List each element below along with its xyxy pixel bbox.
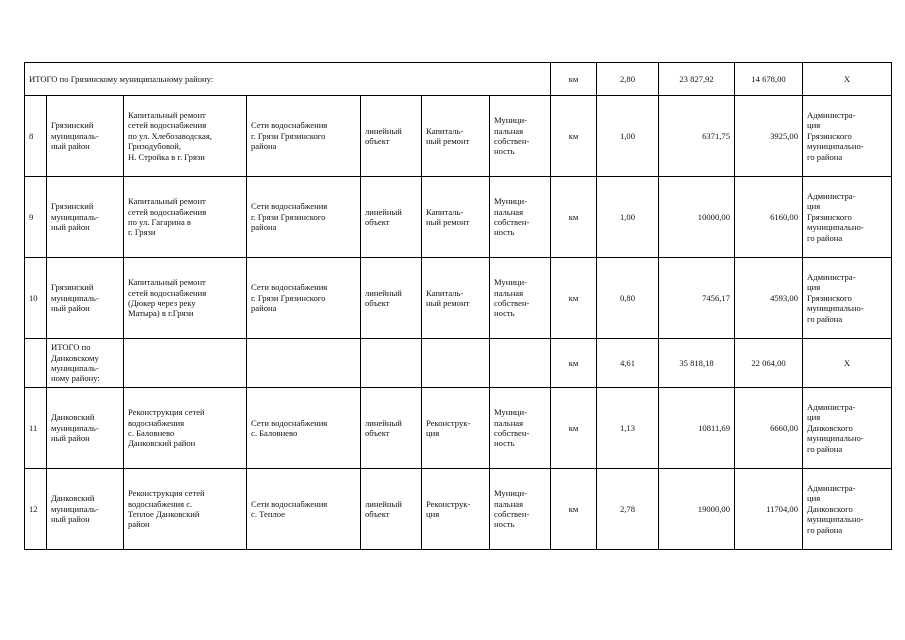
length-cell: 2,80 — [597, 63, 659, 96]
empty-cell — [25, 339, 47, 388]
length-cell: 0,80 — [597, 258, 659, 339]
cost-budget-cell: 4593,00 — [735, 258, 803, 339]
district-cell: Данковский муниципаль- ный район — [47, 469, 124, 550]
cost-total-cell: 35 818,18 — [659, 339, 735, 388]
empty-cell — [422, 339, 490, 388]
customer-cell: Администра- ция Данковского муниципально- го района — [803, 469, 892, 550]
customer-cell: Администра- ция Грязинского муниципально- го района — [803, 96, 892, 177]
total-label: ИТОГО по Грязинскому муниципальному району: — [25, 63, 551, 96]
table-row — [25, 469, 892, 550]
district-cell: Грязинский муниципаль- ный район — [47, 177, 124, 258]
ownership-cell: Муници- пальная собствен- ность — [490, 388, 551, 469]
cost-budget-cell: 3925,00 — [735, 96, 803, 177]
cost-total-cell: 6371,75 — [659, 96, 735, 177]
empty-cell — [124, 339, 247, 388]
row-number: 8 — [25, 96, 47, 177]
length-cell: 2,78 — [597, 469, 659, 550]
ownership-cell: Муници- пальная собствен- ность — [490, 469, 551, 550]
cost-budget-cell: 6160,00 — [735, 177, 803, 258]
ownership-cell: Муници- пальная собствен- ность — [490, 96, 551, 177]
cost-total-cell: 10000,00 — [659, 177, 735, 258]
length-cell: 1,13 — [597, 388, 659, 469]
unit-cell: км — [551, 258, 597, 339]
project-name-cell: Капитальный ремонт сетей водоснабжения по ул. Гагарина в г. Грязи — [124, 177, 247, 258]
row-number: 11 — [25, 388, 47, 469]
object-type-cell: линейный объект — [361, 469, 422, 550]
customer-cell: Администра- ция Грязинского муниципально- го района — [803, 177, 892, 258]
object-cell: Сети водоснабжения г. Грязи Грязинского района — [247, 177, 361, 258]
table-row — [25, 258, 892, 339]
length-cell: 4,61 — [597, 339, 659, 388]
project-name-cell: Реконструкция сетей водоснабжения с. Баловнево Данковский район — [124, 388, 247, 469]
mark-cell: Х — [803, 63, 892, 96]
cost-total-cell: 19000,00 — [659, 469, 735, 550]
object-cell: Сети водоснабжения с. Баловнево — [247, 388, 361, 469]
work-type-cell: Реконструк- ция — [422, 469, 490, 550]
cost-total-cell: 10811,69 — [659, 388, 735, 469]
unit-cell: км — [551, 63, 597, 96]
unit-cell: км — [551, 339, 597, 388]
ownership-cell: Муници- пальная собствен- ность — [490, 258, 551, 339]
project-name-cell: Капитальный ремонт сетей водоснабжения по ул. Хлебозаводская, Гризодубовой, Н. Стройка в г. Грязи — [124, 96, 247, 177]
length-cell: 1,00 — [597, 177, 659, 258]
total-label: ИТОГО по Данковскому муниципаль- ному району: — [47, 339, 124, 388]
empty-cell — [361, 339, 422, 388]
object-cell: Сети водоснабжения г. Грязи Грязинского района — [247, 96, 361, 177]
cost-total-cell: 23 827,92 — [659, 63, 735, 96]
row-number: 10 — [25, 258, 47, 339]
district-cell: Грязинский муниципаль- ный район — [47, 258, 124, 339]
object-type-cell: линейный объект — [361, 258, 422, 339]
cost-total-cell: 7456,17 — [659, 258, 735, 339]
table-row — [25, 96, 892, 177]
row-number: 12 — [25, 469, 47, 550]
work-type-cell: Реконструк- ция — [422, 388, 490, 469]
unit-cell: км — [551, 177, 597, 258]
cost-budget-cell: 22 064,00 — [735, 339, 803, 388]
work-type-cell: Капиталь- ный ремонт — [422, 96, 490, 177]
empty-cell — [247, 339, 361, 388]
district-cell: Данковский муниципаль- ный район — [47, 388, 124, 469]
project-name-cell: Реконструкция сетей водоснабжения с. Теплое Данковский район — [124, 469, 247, 550]
table-row — [25, 388, 892, 469]
total-row-gryazi — [25, 63, 892, 96]
length-cell: 1,00 — [597, 96, 659, 177]
table-row — [25, 177, 892, 258]
cost-budget-cell: 6660,00 — [735, 388, 803, 469]
object-type-cell: линейный объект — [361, 96, 422, 177]
work-type-cell: Капиталь- ный ремонт — [422, 258, 490, 339]
unit-cell: км — [551, 96, 597, 177]
cost-budget-cell: 11704,00 — [735, 469, 803, 550]
object-type-cell: линейный объект — [361, 388, 422, 469]
customer-cell: Администра- ция Грязинского муниципально- го района — [803, 258, 892, 339]
project-name-cell: Капитальный ремонт сетей водоснабжения (Дюкер через реку Матыра) в г.Грязи — [124, 258, 247, 339]
district-cell: Грязинский муниципаль- ный район — [47, 96, 124, 177]
unit-cell: км — [551, 388, 597, 469]
investment-program-table — [24, 62, 892, 550]
mark-cell: Х — [803, 339, 892, 388]
unit-cell: км — [551, 469, 597, 550]
ownership-cell: Муници- пальная собствен- ность — [490, 177, 551, 258]
work-type-cell: Капиталь- ный ремонт — [422, 177, 490, 258]
object-cell: Сети водоснабжения с. Теплое — [247, 469, 361, 550]
row-number: 9 — [25, 177, 47, 258]
customer-cell: Администра- ция Данковского муниципально- го района — [803, 388, 892, 469]
total-row-dankov — [25, 339, 892, 388]
object-type-cell: линейный объект — [361, 177, 422, 258]
empty-cell — [490, 339, 551, 388]
cost-budget-cell: 14 678,00 — [735, 63, 803, 96]
object-cell: Сети водоснабжения г. Грязи Грязинского района — [247, 258, 361, 339]
